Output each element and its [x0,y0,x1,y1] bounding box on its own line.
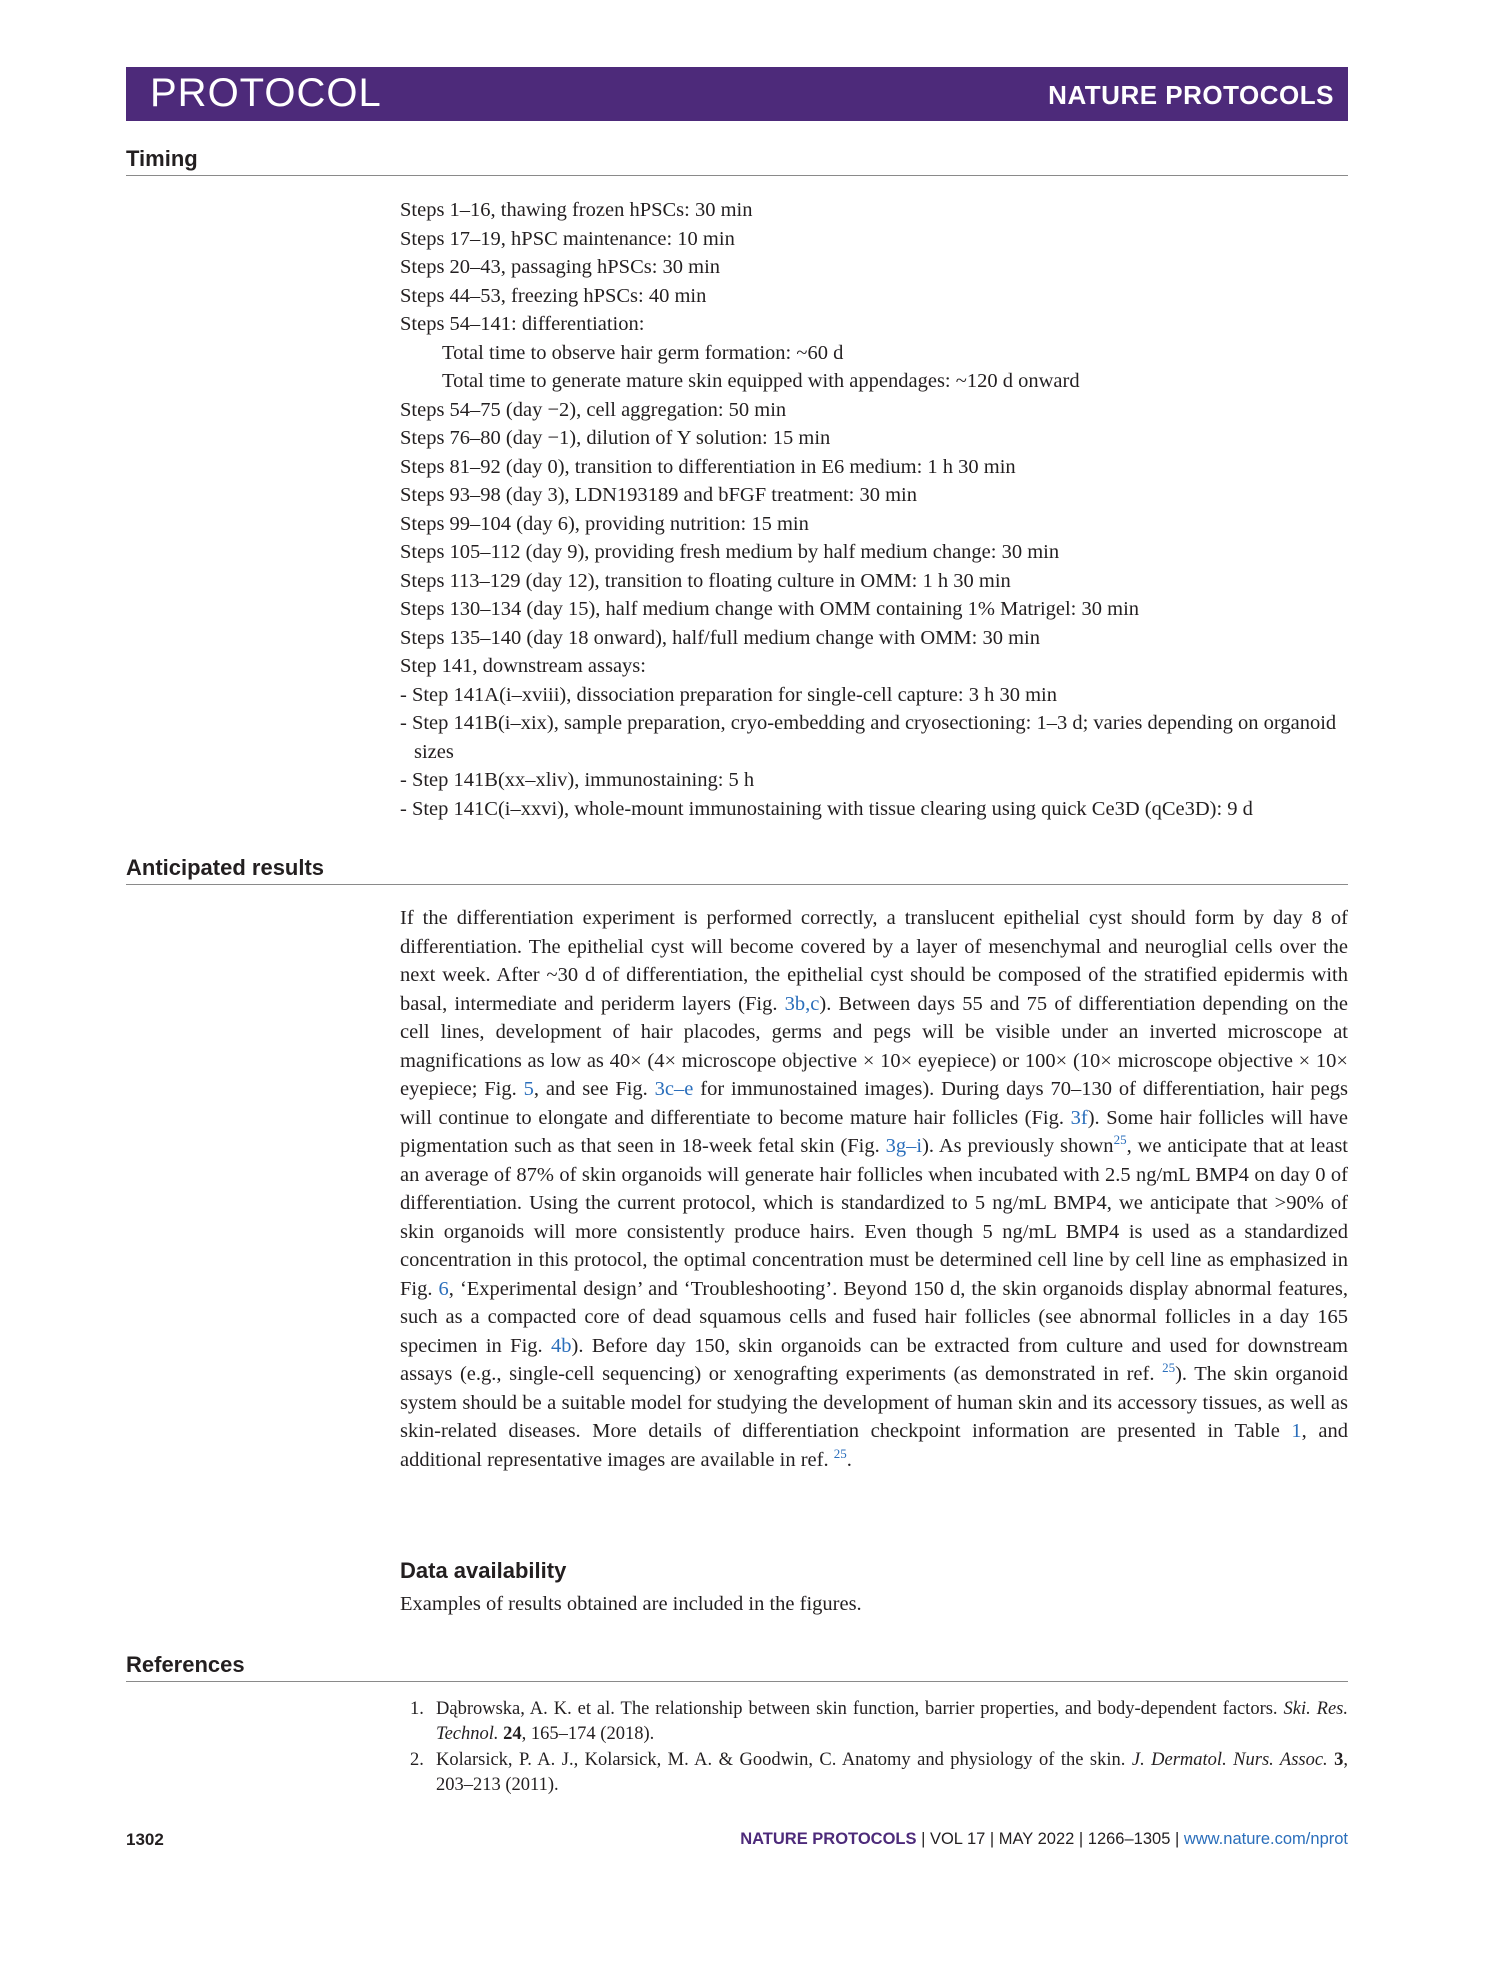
timing-line: Steps 113–129 (day 12), transition to floating culture in OMM: 1 h 30 min [400,569,1011,592]
paragraph-text: , ‘Experimental design’ and ‘Troubleshooting’. Beyond 150 d, the skin organoids display abnormal features, such as a compacted core of dead squamous cells and fused hair follicles (see abnormal follicles in a day 165 specimen in Fig. [400,1277,1348,1357]
reference-number: 2. [410,1750,424,1770]
timing-line: Steps 76–80 (day −1), dilution of Y solution: 15 min [400,427,831,449]
timing-line: - Step 141A(i–xviii), dissociation preparation for single-cell capture: 3 h 30 min [400,683,1057,706]
figure-link[interactable]: 3g–i [885,1135,923,1157]
reference-item [408,1748,1348,1797]
reference-authors-title: Dąbrowska, A. K. et al. The relationship between skin function, barrier properties, and body-dependent factors. [436,1699,1284,1719]
journal-name: NATURE PROTOCOLS [1048,80,1334,110]
footer-separator: | [916,1830,930,1848]
references-heading [126,1653,1348,1682]
figure-link[interactable]: 4b [551,1334,572,1357]
reference-authors-title: Kolarsick, P. A. J., Kolarsick, M. A. & Goodwin, C. Anatomy and physiology of the skin. [436,1750,1132,1770]
reference-pages-year: , 203–213 (2011). [436,1750,1349,1795]
paragraph-text: , we anticipate that at least an average of 87% of skin organoids will generate hair follicles when incubated with 2.5 ng/mL BMP4 on day 0 of differentiation. Using the current protocol, which is standardized to 5 ng/mL BMP4, we anticipate that >90% of skin organoids will more consistently produce hairs. Even though 5 ng/mL BMP4 is used as a standardized concentration in this protocol, the optimal concentration must be determined cell line by cell line as emphasized in Fig. [400,1135,1348,1300]
timing-subline: Total time to observe hair germ formation: ~60 d [442,341,844,364]
reference-journal: J. Dermatol. Nurs. Assoc. [1131,1750,1328,1770]
timing-line: - Step 141C(i–xxvi), whole-mount immunostaining with tissue clearing using quick Ce3D (qCe3D): 9 d [400,797,1253,820]
timing-heading [126,147,1348,176]
figure-link[interactable]: 6 [438,1277,449,1300]
footer-url-link[interactable]: www.nature.com/nprot [1183,1830,1348,1848]
footer-journal: NATURE PROTOCOLS [740,1830,917,1848]
figure-link[interactable]: 5 [523,1078,534,1100]
article-type-label: PROTOCOL [150,71,382,115]
timing-line: Steps 105–112 (day 9), providing fresh medium by half medium change: 30 min [400,541,1060,563]
data-availability-heading: Data availability [400,1558,567,1583]
paragraph-text: . [846,1448,852,1471]
paragraph-text: for immunostained images). During days 70–130 of differentiation, hair pegs will continue to elongate and differentiate to become mature hair follicles (Fig. [400,1078,1349,1129]
footer-separator: | [1170,1830,1184,1848]
timing-line: Steps 99–104 (day 6), providing nutrition: 15 min [400,512,809,535]
citation-link[interactable]: 25 [1113,1132,1127,1148]
timing-line: Steps 135–140 (day 18 onward), half/full medium change with OMM: 30 min [400,626,1040,649]
footer-separator: | [1074,1830,1088,1848]
timing-line: Steps 54–141: differentiation: [400,313,645,335]
data-availability-text: Examples of results obtained are included in the figures. [400,1593,862,1615]
timing-list [400,196,1350,823]
figure-link[interactable]: 3c–e [654,1078,694,1100]
timing-line: - Step 141B(xx–xliv), immunostaining: 5 h [400,769,755,791]
references-heading-text: References [126,1652,245,1677]
footer-volume: VOL 17 [929,1830,986,1848]
timing-line: Steps 81–92 (day 0), transition to differentiation in E6 medium: 1 h 30 min [400,455,1016,478]
table-link[interactable]: 1 [1291,1420,1302,1442]
reference-pages-year: , 165–174 (2018). [521,1723,655,1744]
header-banner [126,67,1348,121]
paragraph-text: ). As previously shown [922,1135,1114,1157]
paragraph-text: ). Between days 55 and 75 of differentiation depending on the cell lines, development of hair placodes, germs and pegs will be visible under an inverted microscope at magnifications as low as 40× (4× microscope objective × 10× eyepiece) or 100× (10× microscope objective × 10× eyepiece; Fig. [400,992,1348,1100]
timing-line: Steps 44–53, freezing hPSCs: 40 min [400,284,707,307]
reference-volume: 24 [503,1723,522,1744]
footer-separator: | [985,1830,999,1848]
timing-subline: Total time to generate mature skin equipped with appendages: ~120 d onward [442,370,1080,392]
citation-link[interactable]: 25 [833,1445,847,1461]
reference-volume: 3 [1334,1750,1344,1770]
timing-line: Steps 20–43, passaging hPSCs: 30 min [400,256,721,278]
reference-journal: Ski. Res. Technol. [436,1699,1349,1744]
timing-heading-text: Timing [126,146,198,171]
paragraph-text: If the differentiation experiment is performed correctly, a translucent epithelial cyst should form by day 8 of differentiation. The epithelial cyst will become covered by a layer of mesenchymal and neuroglial cells over the next week. After ~30 d of differentiation, the epithelial cyst should be composed of the stratified epidermis with basal, intermediate and periderm layers (Fig. [400,907,1348,1015]
anticipated-results-heading-text: Anticipated results [126,855,325,880]
footer-citation [740,1830,1348,1849]
paragraph-text: , and see Fig. [533,1078,655,1100]
timing-line: Steps 17–19, hPSC maintenance: 10 min [400,227,735,250]
timing-line: Steps 54–75 (day −2), cell aggregation: 50 min [400,398,787,421]
reference-number: 1. [410,1699,424,1719]
page-number: 1302 [126,1830,164,1849]
timing-line: Steps 1–16, thawing frozen hPSCs: 30 min [400,199,753,221]
citation-link[interactable]: 25 [1162,1360,1176,1376]
figure-link[interactable]: 3f [1070,1106,1088,1129]
paragraph-text: , and additional representative images are available in ref. [400,1420,1348,1471]
timing-line: Steps 130–134 (day 15), half medium change with OMM containing 1% Matrigel: 30 min [400,598,1140,620]
timing-line: Step 141, downstream assays: [400,655,646,677]
paragraph-text: ). The skin organoid system should be a suitable model for studying the development of human skin and its accessory tissues, as well as skin-related diseases. More details of differentiation checkpoint information are presented in Table [400,1363,1348,1442]
footer-pages: 1266–1305 [1087,1830,1171,1848]
figure-link[interactable]: 3b,c [784,992,820,1015]
anticipated-results-heading [126,856,1348,885]
anticipated-results-paragraph [400,904,1348,1474]
timing-line: - Step 141B(i–xix), sample preparation, cryo-embedding and cryosectioning: 1–3 d; varies depending on organoid sizes [400,712,1337,763]
reference-list [408,1697,1348,1799]
paragraph-text: ). Before day 150, skin organoids can be extracted from culture and used for downstream assays (e.g., single-cell sequencing) or xenografting experiments (as demonstrated in ref. [400,1334,1348,1385]
reference-item [408,1697,1348,1746]
timing-line: Steps 93–98 (day 3), LDN193189 and bFGF treatment: 30 min [400,484,918,506]
paragraph-text: ). Some hair follicles will have pigmentation such as that seen in 18-week fetal skin (Fig. [400,1106,1348,1157]
footer-date: MAY 2022 [998,1830,1075,1848]
